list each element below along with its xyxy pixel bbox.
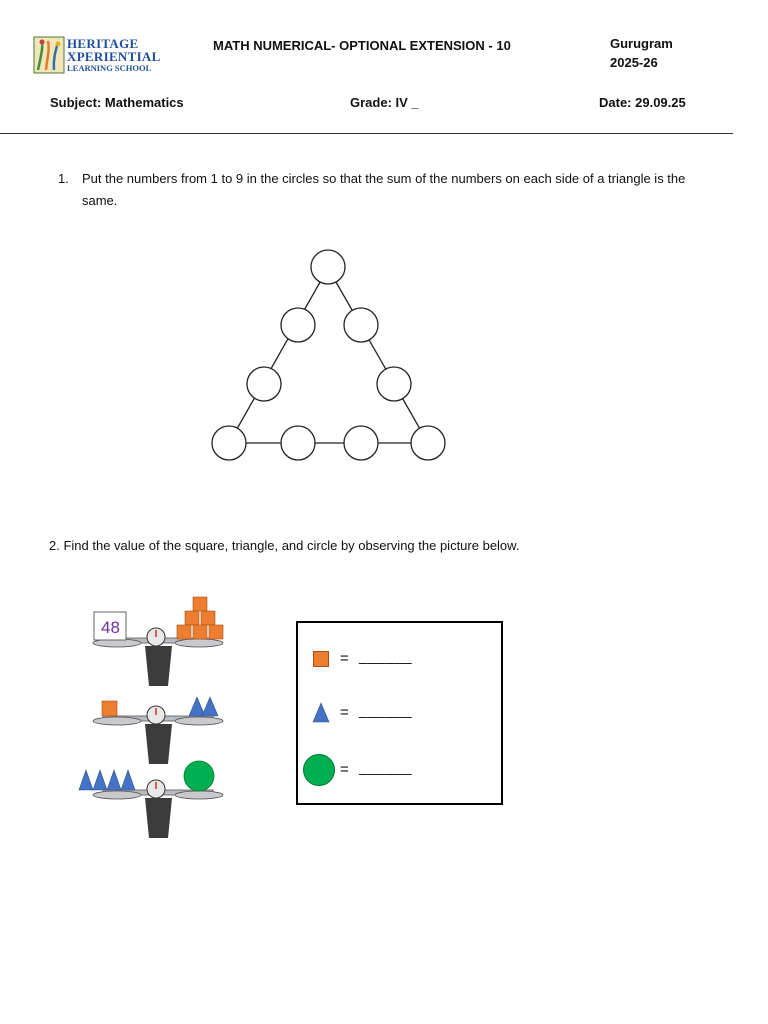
equals-sign: = <box>340 761 349 778</box>
scale-1 <box>93 597 223 686</box>
answer-row-circle <box>303 754 503 786</box>
triangle-circle-right-2[interactable] <box>377 367 411 401</box>
school-name-line3: LEARNING SCHOOL <box>67 63 152 73</box>
header-divider <box>0 133 733 134</box>
triangle-shape <box>189 697 205 716</box>
circle-icon <box>303 754 335 786</box>
balance-scales-illustration <box>75 590 235 840</box>
worksheet-title: MATH NUMERICAL- OPTIONAL EXTENSION - 10 <box>213 38 511 53</box>
scale-3 <box>79 761 223 838</box>
scale-2 <box>93 697 223 764</box>
square-shape <box>185 611 199 625</box>
equals-sign: = <box>340 704 349 721</box>
triangle-shape <box>107 770 121 790</box>
session-label: 2025-26 <box>610 55 658 70</box>
question2-text: 2. Find the value of the square, triangle, and circle by observing the picture below. <box>49 538 520 553</box>
triangle-icon <box>312 702 330 724</box>
triangle-circle-top[interactable] <box>311 250 345 284</box>
question1-text: Put the numbers from 1 to 9 in the circles so that the sum of the numbers on each side of a triangle is the same. <box>82 171 686 208</box>
triangle-shape <box>121 770 135 790</box>
triangle-shape <box>93 770 107 790</box>
answer-row-square <box>313 650 503 670</box>
triangle-circle-left-2[interactable] <box>247 367 281 401</box>
square-shape <box>102 701 117 716</box>
answer-row-triangle <box>313 704 503 726</box>
equals-sign: = <box>340 650 349 667</box>
grade-label: Grade: IV _ <box>350 95 419 110</box>
square-shape <box>201 611 215 625</box>
school-name-line2: XPERIENTIAL <box>67 49 161 64</box>
triangle-shape <box>79 770 93 790</box>
magic-triangle-diagram <box>0 240 768 470</box>
answer-box <box>296 621 503 805</box>
square-shape <box>209 625 223 639</box>
triangle-shape <box>202 697 218 716</box>
date-label: Date: 29.09.25 <box>599 95 686 110</box>
school-logo <box>33 36 165 76</box>
square-shape <box>193 625 207 639</box>
triangle-answer-blank[interactable]: ______ <box>359 702 413 719</box>
triangle-circle-left-1[interactable] <box>281 308 315 342</box>
question1-number: 1. <box>58 171 69 186</box>
square-shape <box>193 597 207 611</box>
logo-emblem-icon <box>33 36 65 74</box>
square-shape <box>177 625 191 639</box>
school-name-line1: HERITAGE <box>67 36 139 51</box>
circle-answer-blank[interactable]: ______ <box>359 759 413 776</box>
triangle-circle-bottom-4[interactable] <box>411 426 445 460</box>
triangle-circle-bottom-1[interactable] <box>212 426 246 460</box>
subject-label: Subject: Mathematics <box>50 95 184 110</box>
triangle-circle-bottom-3[interactable] <box>344 426 378 460</box>
location-label: Gurugram <box>610 36 673 51</box>
circle-shape <box>184 761 214 791</box>
square-icon <box>313 651 329 667</box>
weight-value: 48 <box>101 618 120 637</box>
triangle-circle-right-1[interactable] <box>344 308 378 342</box>
square-answer-blank[interactable]: ______ <box>359 648 413 665</box>
triangle-circle-bottom-2[interactable] <box>281 426 315 460</box>
